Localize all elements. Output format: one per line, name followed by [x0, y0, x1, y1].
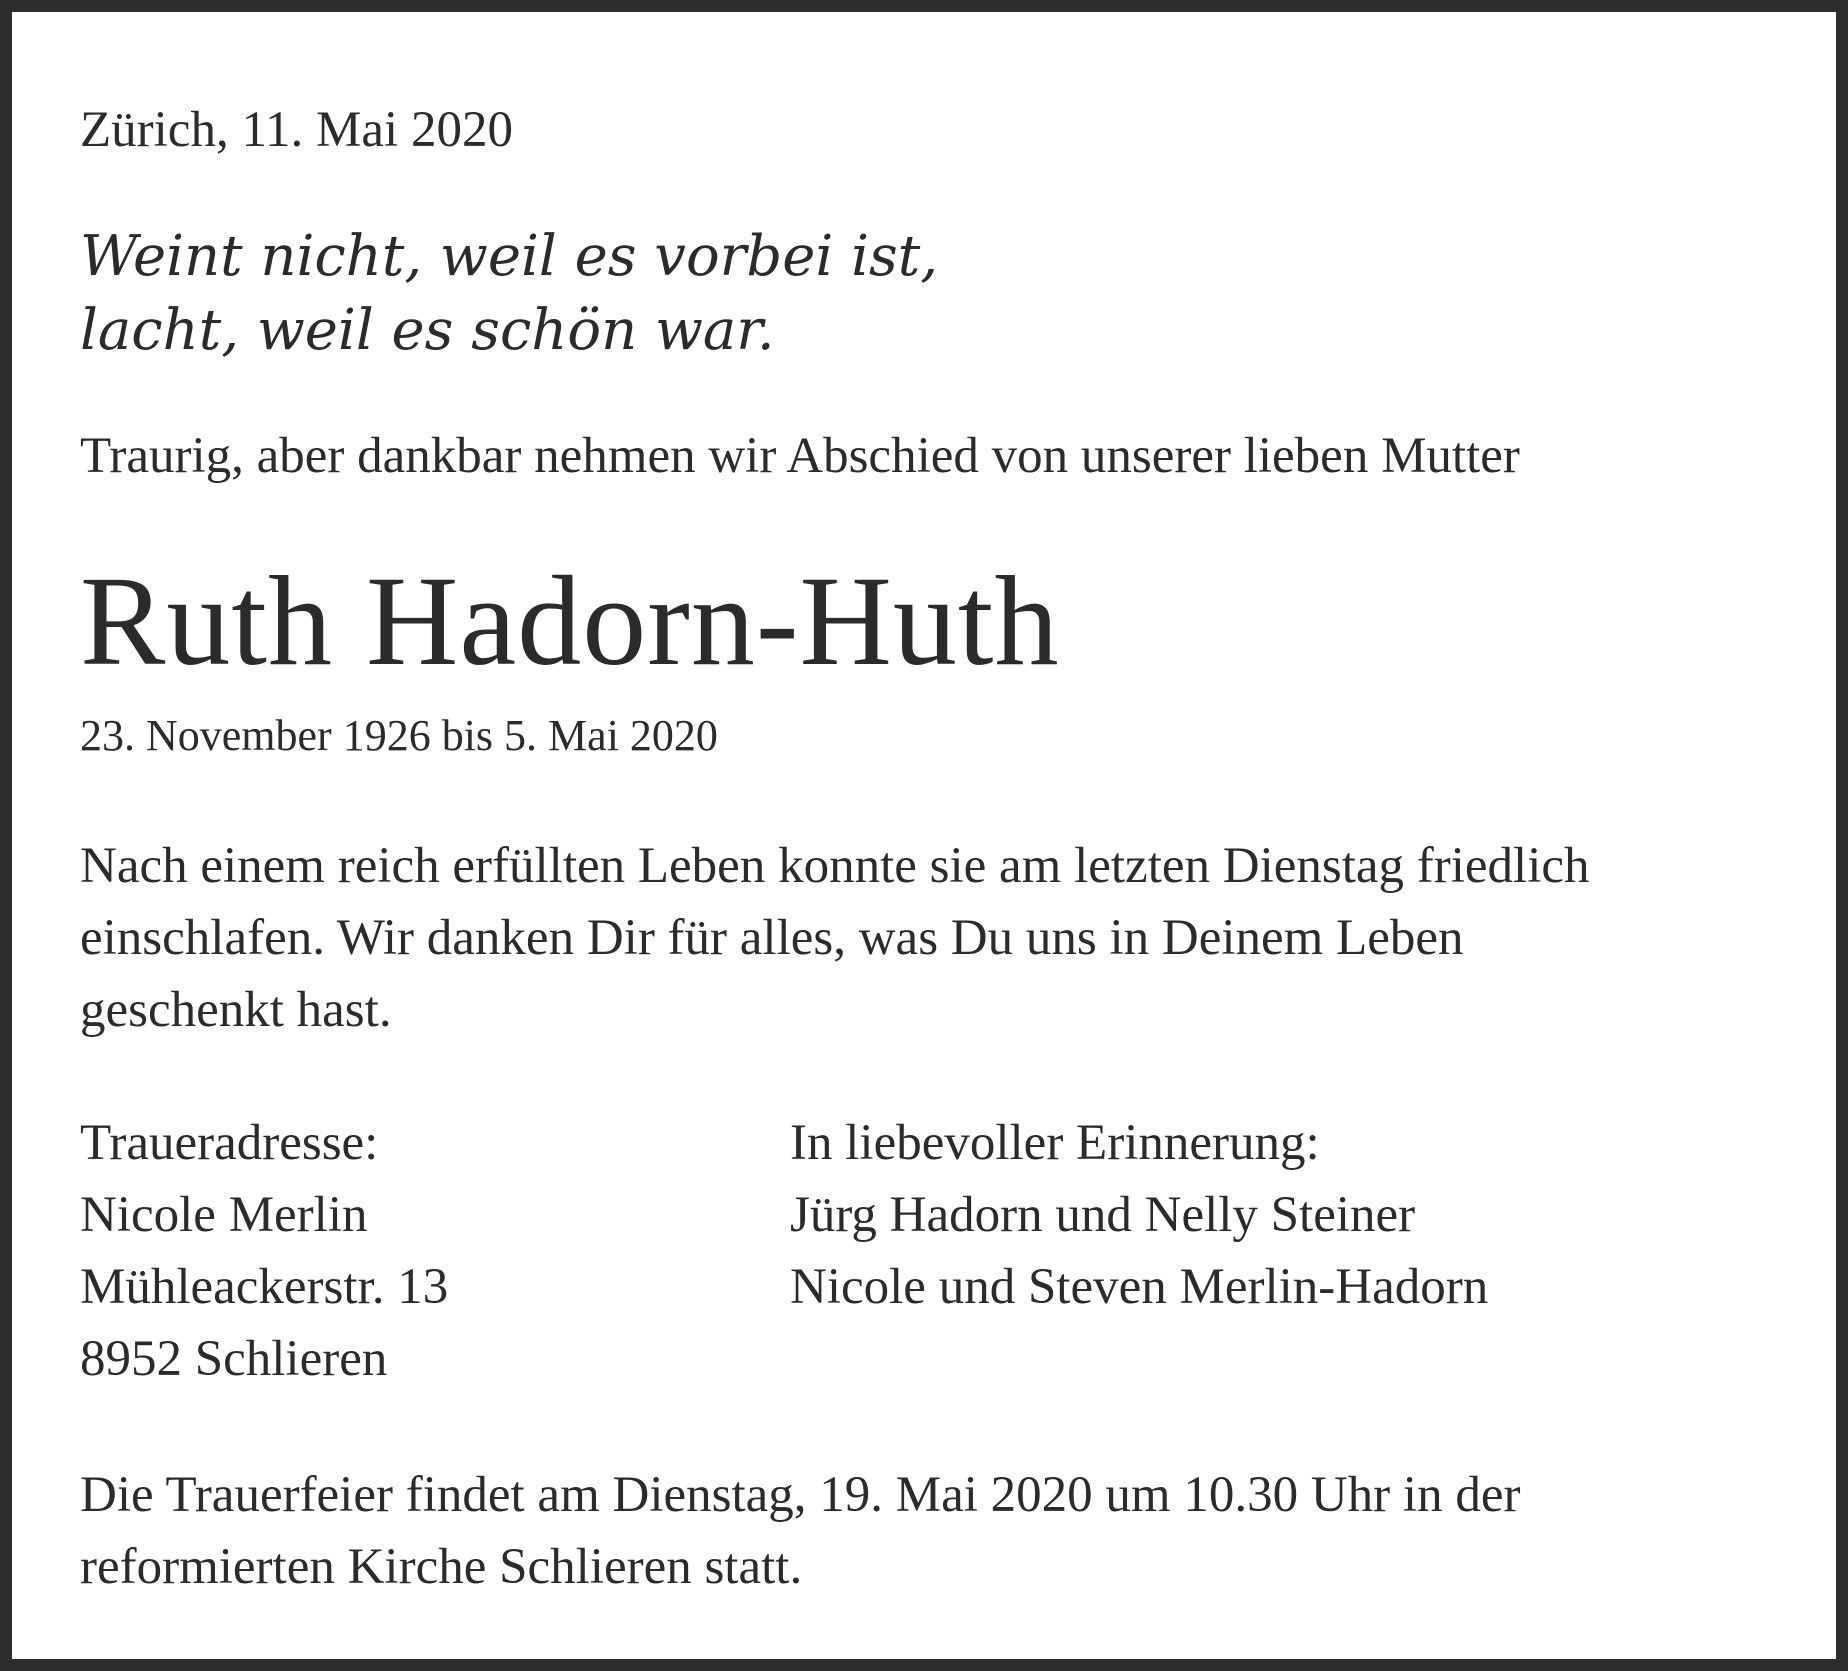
body-line-3: geschenkt hast.	[80, 982, 392, 1038]
ceremony-info	[80, 1459, 1520, 1603]
remembrance-heading: In liebevoller Erinnerung:	[790, 1115, 1320, 1171]
date-place: Zürich, 11. Mai 2020	[80, 102, 513, 158]
body-line-1: Nach einem reich erfüllten Leben konnte sie am letzten Dienstag friedlich	[80, 838, 1590, 894]
body-text	[80, 830, 1590, 1046]
address-city: 8952 Schlieren	[80, 1331, 388, 1387]
address-heading: Traueradresse:	[80, 1115, 379, 1171]
remembrance-line-1: Jürg Hadorn und Nelly Steiner	[790, 1187, 1416, 1243]
remembrance-line-2: Nicole und Steven Merlin-Hadorn	[790, 1259, 1489, 1315]
address-name: Nicole Merlin	[80, 1187, 368, 1243]
ceremony-line-1: Die Trauerfeier findet am Dienstag, 19. Mai 2020 um 10.30 Uhr in der	[80, 1467, 1521, 1523]
ceremony-line-2: reformierten Kirche Schlieren statt.	[80, 1539, 803, 1595]
quote-line-1: Weint nicht, weil es vorbei ist,	[80, 224, 939, 289]
quote-line-2: lacht, weil es schön war.	[80, 298, 775, 363]
life-dates: 23. November 1926 bis 5. Mai 2020	[80, 711, 718, 760]
quote	[80, 220, 938, 368]
address-street: Mühleackerstr. 13	[80, 1259, 449, 1315]
body-line-2: einschlafen. Wir danken Dir für alles, was Du uns in Deinem Leben	[80, 910, 1464, 966]
deceased-name: Ruth Hadorn-Huth	[80, 550, 1060, 692]
mourning-address	[80, 1107, 448, 1395]
intro-text: Traurig, aber dankbar nehmen wir Abschied von unserer lieben Mutter	[80, 428, 1520, 484]
remembrance-block	[790, 1107, 1488, 1323]
